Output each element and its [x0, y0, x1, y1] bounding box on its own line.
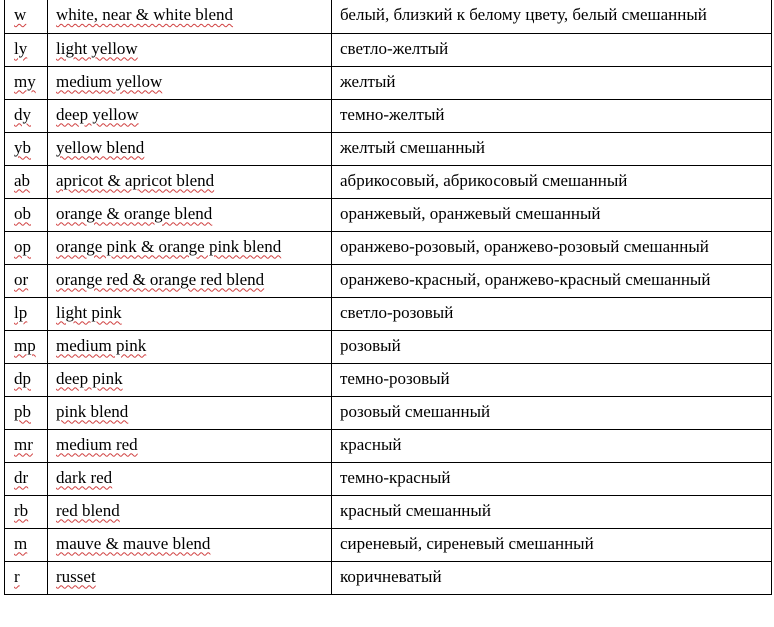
code-cell: r — [5, 561, 48, 594]
table-row — [5, 495, 772, 528]
table-row — [5, 66, 772, 99]
russian-cell: красный смешанный — [332, 495, 772, 528]
russian-cell: оранжево-красный, оранжево-красный смешанный — [332, 264, 772, 297]
table-row — [5, 132, 772, 165]
english-cell: russet — [48, 561, 332, 594]
code-cell: dr — [5, 462, 48, 495]
code-cell: mp — [5, 330, 48, 363]
code-cell: dy — [5, 99, 48, 132]
code-cell: yb — [5, 132, 48, 165]
table-row — [5, 297, 772, 330]
code-cell: ob — [5, 198, 48, 231]
table-row — [5, 165, 772, 198]
russian-cell: желтый смешанный — [332, 132, 772, 165]
russian-cell: темно-красный — [332, 462, 772, 495]
code-cell: or — [5, 264, 48, 297]
code-cell: mr — [5, 429, 48, 462]
table-row — [5, 231, 772, 264]
russian-cell: белый, близкий к белому цвету, белый смешанный — [332, 0, 772, 33]
table-row — [5, 264, 772, 297]
russian-cell: светло-желтый — [332, 33, 772, 66]
code-cell: rb — [5, 495, 48, 528]
table-row — [5, 330, 772, 363]
russian-cell: оранжевый, оранжевый смешанный — [332, 198, 772, 231]
english-cell: light yellow — [48, 33, 332, 66]
russian-cell: темно-желтый — [332, 99, 772, 132]
code-cell: dp — [5, 363, 48, 396]
table-row — [5, 396, 772, 429]
table-row — [5, 198, 772, 231]
code-cell: op — [5, 231, 48, 264]
russian-cell: темно-розовый — [332, 363, 772, 396]
english-cell: orange pink & orange pink blend — [48, 231, 332, 264]
english-cell: medium pink — [48, 330, 332, 363]
code-cell: lp — [5, 297, 48, 330]
english-cell: white, near & white blend — [48, 0, 332, 33]
table-row — [5, 363, 772, 396]
code-cell: ly — [5, 33, 48, 66]
russian-cell: абрикосовый, абрикосовый смешанный — [332, 165, 772, 198]
english-cell: red blend — [48, 495, 332, 528]
russian-cell: коричневатый — [332, 561, 772, 594]
table-body — [5, 0, 772, 594]
english-cell: apricot & apricot blend — [48, 165, 332, 198]
code-cell: m — [5, 528, 48, 561]
english-cell: dark red — [48, 462, 332, 495]
table-row — [5, 561, 772, 594]
russian-cell: сиреневый, сиреневый смешанный — [332, 528, 772, 561]
code-cell: my — [5, 66, 48, 99]
english-cell: orange red & orange red blend — [48, 264, 332, 297]
english-cell: deep yellow — [48, 99, 332, 132]
table-row — [5, 429, 772, 462]
table-row — [5, 0, 772, 33]
english-cell: deep pink — [48, 363, 332, 396]
english-cell: medium yellow — [48, 66, 332, 99]
table-row — [5, 99, 772, 132]
code-cell: pb — [5, 396, 48, 429]
russian-cell: розовый — [332, 330, 772, 363]
table-row — [5, 528, 772, 561]
table-row — [5, 33, 772, 66]
code-cell: ab — [5, 165, 48, 198]
english-cell: yellow blend — [48, 132, 332, 165]
russian-cell: желтый — [332, 66, 772, 99]
english-cell: medium red — [48, 429, 332, 462]
table-row — [5, 462, 772, 495]
russian-cell: оранжево-розовый, оранжево-розовый смешанный — [332, 231, 772, 264]
color-code-table — [4, 0, 772, 595]
english-cell: light pink — [48, 297, 332, 330]
english-cell: orange & orange blend — [48, 198, 332, 231]
russian-cell: красный — [332, 429, 772, 462]
english-cell: pink blend — [48, 396, 332, 429]
code-cell: w — [5, 0, 48, 33]
russian-cell: светло-розовый — [332, 297, 772, 330]
english-cell: mauve & mauve blend — [48, 528, 332, 561]
russian-cell: розовый смешанный — [332, 396, 772, 429]
